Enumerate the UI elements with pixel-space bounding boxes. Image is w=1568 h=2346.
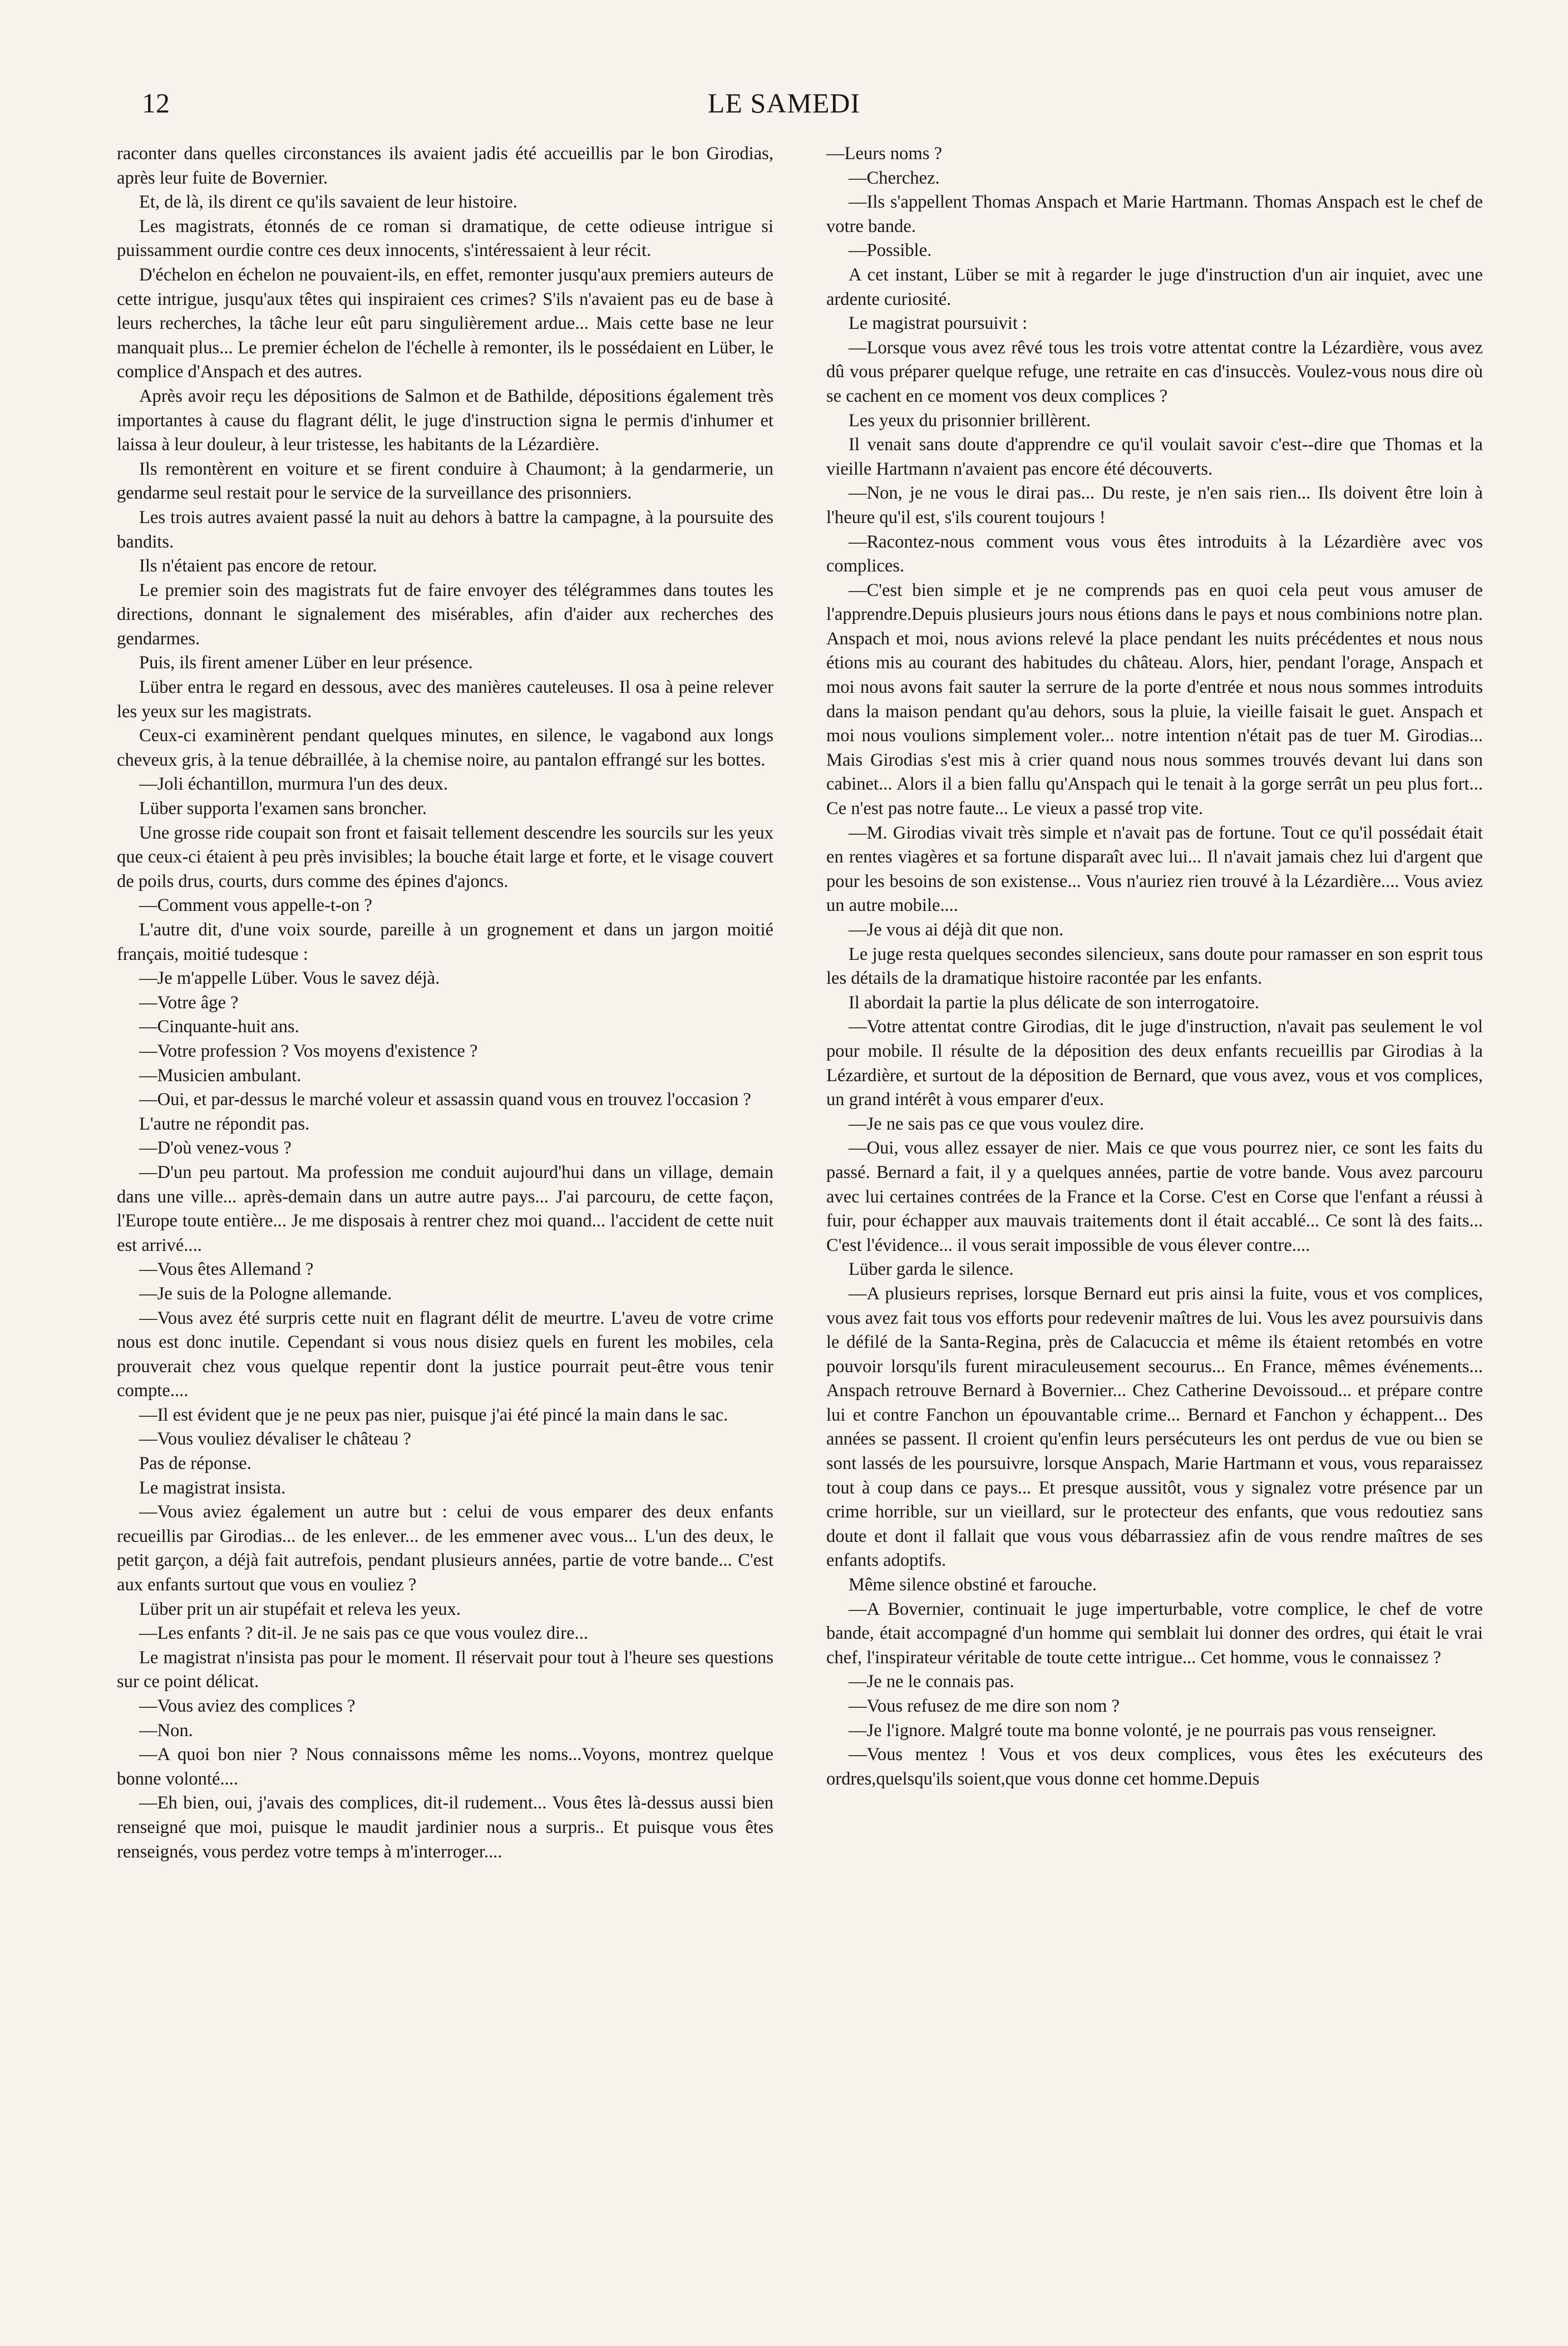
paragraph: —Musicien ambulant. bbox=[139, 1065, 302, 1086]
paragraph: Puis, ils firent amener Lüber en leur présence. bbox=[139, 653, 473, 673]
paragraph: Même silence obstiné et farouche. bbox=[849, 1575, 1097, 1595]
paragraph: —D'où venez-vous ? bbox=[139, 1138, 292, 1159]
paragraph: —Vous aviez également un autre but : celui de vous emparer des deux enfants recueillis par Girodias... de les enlever... de les emmener avec vous... L'un des deux, le petit garçon, a déjà fait autrefois, pendant plusieurs années, partie de votre bande... C'est aux enfants surtout que vous en vouliez ? bbox=[117, 1502, 773, 1595]
paragraph: Le magistrat poursuivit : bbox=[849, 313, 1028, 334]
page-header bbox=[142, 83, 1426, 122]
paragraph: —Vous êtes Allemand ? bbox=[139, 1259, 314, 1280]
paragraph: Pas de réponse. bbox=[139, 1453, 252, 1474]
paragraph: Une grosse ride coupait son front et faisait tellement descendre les sourcils sur les yeux que ceux-ci étaient à peu près invisibles; la bouche était large et forte, et le visage couvert de poils drus, courts, durs comme des épines d'ajoncs. bbox=[117, 822, 773, 891]
paragraph: Après avoir reçu les dépositions de Salmon et de Bathilde, dépositions également très importantes à cause du flagrant délit, le juge d'instruction signa le permis d'inhumer et laissa à leur douleur, à leur tristesse, les habitants de la Lézardière. bbox=[117, 386, 773, 455]
paragraph: —Ils s'appellent Thomas Anspach et Marie Hartmann. Thomas Anspach est le chef de votre bande. bbox=[826, 192, 1483, 236]
paragraph: —A Bovernier, continuait le juge imperturbable, votre complice, le chef de votre bande, était accompagné d'un homme qui semblait lui donner des ordres, qui était le vrai chef, l'inspirateur véritable de toute cette intrigue... Cet homme, vous le connaissez ? bbox=[826, 1599, 1483, 1668]
paragraph: —Je vous ai déjà dit que non. bbox=[849, 920, 1064, 940]
page-number: 12 bbox=[142, 87, 170, 119]
paragraph: Le magistrat insista. bbox=[139, 1477, 286, 1498]
paragraph: —Leurs noms ? bbox=[826, 144, 943, 164]
paragraph: Le juge resta quelques secondes silencieux, sans doute pour ramasser en son esprit tous les détails de la dramatique histoire racontée par les enfants. bbox=[826, 944, 1483, 989]
paragraph: —Je l'ignore. Malgré toute ma bonne volonté, je ne pourrais pas vous renseigner. bbox=[849, 1720, 1437, 1741]
publication-title: LE SAMEDI bbox=[707, 87, 861, 119]
paragraph: —Votre profession ? Vos moyens d'existence ? bbox=[139, 1041, 478, 1061]
paragraph: Il abordait la partie la plus délicate de son interrogatoire. bbox=[849, 992, 1260, 1013]
paragraph: —C'est bien simple et je ne comprends pas en quoi cela peut vous amuser de l'apprendre.Depuis plusieurs jours nous étions dans le pays et nous combinions notre plan. Anspach et moi, nous avions relevé la place pendant les nuits précédentes et nous nous étions mis au courant des habitudes du château. Alors, hier, pendant l'orage, Anspach et moi nous avons fait sauter la serrure de la porte d'entrée et nous nous sommes introduits dans la maison pendant qu'au dehors, sous la pluie, la vieille faisait le guet. Anspach et moi nous voulions simplement voler... notre intention n'était pas de tuer M. Girodias... Mais Girodias s'est mis à crier quand nous nous sommes trouvés devant lui dans son cabinet... Alors il a bien fallu qu'Anspach qui le tenait à la gorge serrât un peu plus fort... Ce n'est pas notre faute... Le vieux a passé trop vite. bbox=[826, 580, 1483, 819]
paragraph: —Non. bbox=[139, 1720, 193, 1741]
paragraph: —D'un peu partout. Ma profession me conduit aujourd'hui dans un village, demain dans une ville... après-demain dans un autre autre pays... J'ai parcouru, de cette façon, l'Europe toute entière... Je me disposais à rentrer chez moi quand... l'accident de cette nuit est arrivé.... bbox=[117, 1162, 773, 1255]
paragraph: —Cinquante-huit ans. bbox=[139, 1017, 299, 1037]
paragraph: —M. Girodias vivait très simple et n'avait pas de fortune. Tout ce qu'il possédait était en rentes viagères et sa fortune disparaît avec lui... Il n'avait jamais chez lui d'argent que pour les besoins de son existense... Vous n'auriez rien trouvé à la Lézardière.... Vous aviez un autre mobile.... bbox=[826, 822, 1483, 916]
paragraph: Le magistrat n'insista pas pour le moment. Il réservait pour tout à l'heure ses questions sur ce point délicat. bbox=[117, 1647, 773, 1692]
paragraph: —Je suis de la Pologne allemande. bbox=[139, 1283, 392, 1304]
paragraph: Ils n'étaient pas encore de retour. bbox=[139, 556, 377, 576]
paragraph: D'échelon en échelon ne pouvaient-ils, en effet, remonter jusqu'aux premiers auteurs de cette intrigue, jusqu'aux têtes qui inspiraient ces crimes? S'ils n'avaient pas eu de base à leurs recherches, la tâche leur eût paru singulièrement ardue... Mais cette base ne leur manquait plus... Le premier échelon de l'échelle à remonter, ils le possédaient en Lüber, le complice d'Anspach et des autres. bbox=[117, 264, 773, 382]
paragraph: —Vous mentez ! Vous et vos deux complices, vous êtes les exécuteurs des ordres,quelsqu'ils soient,que vous donne cet homme.Depuis bbox=[826, 1744, 1483, 1789]
paragraph: —Vous vouliez dévaliser le château ? bbox=[139, 1429, 411, 1450]
paragraph: L'autre dit, d'une voix sourde, pareille à un grognement et dans un jargon moitié français, moitié tudesque : bbox=[117, 920, 773, 964]
paragraph: Et, de là, ils dirent ce qu'ils savaient de leur histoire. bbox=[139, 192, 517, 213]
left-column bbox=[117, 142, 773, 2284]
paragraph: —Oui, vous allez essayer de nier. Mais ce que vous pourrez nier, ce sont les faits du passé. Bernard a fait, il y a quelques années, partie de votre bande. Vous avez parcouru avec lui certaines contrées de la France et la Corse. C'est en Corse que l'enfant a réussi à fuir, pour échapper aux mauvais traitements dont il était accablé... Ce sont là des faits... C'est l'évidence... il vous serait impossible de vous élever contre.... bbox=[826, 1138, 1483, 1255]
paragraph: —Lorsque vous avez rêvé tous les trois votre attentat contre la Lézardière, vous avez dû vous préparer quelque refuge, une retraite en cas d'insuccès. Voulez-vous nous dire où se cachent en ce moment vos deux complices ? bbox=[826, 337, 1483, 406]
paragraph: —Possible. bbox=[849, 240, 932, 261]
paragraph: —Vous refusez de me dire son nom ? bbox=[849, 1696, 1120, 1716]
paragraph: —Joli échantillon, murmura l'un des deux. bbox=[139, 774, 448, 795]
paragraph: Lüber supporta l'examen sans broncher. bbox=[139, 799, 427, 819]
paragraph: —Je ne le connais pas. bbox=[849, 1672, 1014, 1692]
paragraph: A cet instant, Lüber se mit à regarder le juge d'instruction d'un air inquiet, avec une ardente curiosité. bbox=[826, 264, 1483, 309]
paragraph: Le premier soin des magistrats fut de faire envoyer des télégrammes dans toutes les directions, donnant le signalement des misérables, afin d'aider aux recherches des gendarmes. bbox=[117, 580, 773, 649]
paragraph: —Je m'appelle Lüber. Vous le savez déjà. bbox=[139, 968, 440, 989]
paragraph: —A plusieurs reprises, lorsque Bernard eut pris ainsi la fuite, vous et vos complices, vous avez fait tous vos efforts pour redevenir maîtres de lui. Vous les avez poursuivis dans le défilé de la Santa-Regina, près de Calacuccia et même ils étaient retombés en votre pouvoir lorsqu'ils furent miraculeusement secourus... En France, mêmes événements... Anspach retrouve Bernard à Bovernier... Chez Catherine Devoissoud... et prépare contre lui et contre Fanchon un épouvantable crime... Bernard et Fanchon y échappent... Des années se passent. Il croient qu'enfin leurs persécuteurs les ont perdus de vue ou bien se sont lassés de les poursuivre, lorsque Anspach, Marie Hartmann et vous, vous reparaissez tout à coup dans ce pays... Et presque aussitôt, vous y signalez votre présence par un crime horrible, sur un vieillard, sur le protecteur des enfants, que vous redoutiez sans doute et dont il fallait que vous vous débarrassiez afin de vous rendre maîtres de ses enfants adoptifs. bbox=[826, 1283, 1483, 1571]
paragraph: —Votre attentat contre Girodias, dit le juge d'instruction, n'avait pas seulement le vol pour mobile. Il résulte de la déposition des deux enfants recueillis par Girodias à la Lézardière, et surtout de la déposition de Bernard, que vous avez, vous et vos complices, un grand intérêt à vous emparer d'eux. bbox=[826, 1017, 1483, 1110]
paragraph: Ceux-ci examinèrent pendant quelques minutes, en silence, le vagabond aux longs cheveux gris, à la tenue débraillée, à la chemise noire, au pantalon effrangé sur les bottes. bbox=[117, 726, 773, 770]
paragraph: Lüber garda le silence. bbox=[849, 1259, 1014, 1280]
paragraph: Lüber entra le regard en dessous, avec des manières cauteleuses. Il osa à peine relever les yeux sur les magistrats. bbox=[117, 677, 773, 722]
paragraph: —A quoi bon nier ? Nous connaissons même les noms...Voyons, montrez quelque bonne volonté.... bbox=[117, 1744, 773, 1789]
paragraph: Les yeux du prisonnier brillèrent. bbox=[849, 410, 1091, 431]
paragraph: —Eh bien, oui, j'avais des complices, dit-il rudement... Vous êtes là-dessus aussi bien renseigné que moi, puisque le maudit jardinier nous a surpris.. Et puisque vous êtes renseignés, vous perdez votre temps à m'interroger.... bbox=[117, 1793, 773, 1862]
paragraph: —Je ne sais pas ce que vous voulez dire. bbox=[849, 1113, 1145, 1134]
paragraph: L'autre ne répondit pas. bbox=[139, 1113, 310, 1134]
paragraph: —Oui, et par-dessus le marché voleur et assassin quand vous en trouvez l'occasion ? bbox=[139, 1090, 751, 1110]
paragraph: —Cherchez. bbox=[849, 167, 940, 188]
paragraph: Les trois autres avaient passé la nuit au dehors à battre la campagne, à la poursuite des bandits. bbox=[117, 507, 773, 552]
paragraph: Les magistrats, étonnés de ce roman si dramatique, de cette odieuse intrigue si puissamment ourdie contre ces deux innocents, s'intéressaient à leur récit. bbox=[117, 216, 773, 261]
paragraph: Il venait sans doute d'apprendre ce qu'il voulait savoir c'est--dire que Thomas et la vieille Hartmann n'avaient pas encore été découverts. bbox=[826, 435, 1483, 479]
paragraph: —Votre âge ? bbox=[139, 992, 239, 1013]
right-column bbox=[826, 142, 1483, 2284]
paragraph: —Non, je ne vous le dirai pas... Du reste, je n'en sais rien... Ils doivent être loin à l'heure qu'il est, s'ils courent toujours ! bbox=[826, 483, 1483, 528]
paragraph: —Vous aviez des complices ? bbox=[139, 1696, 356, 1716]
paragraph: Lüber prit un air stupéfait et releva les yeux. bbox=[139, 1599, 461, 1619]
paragraph: —Les enfants ? dit-il. Je ne sais pas ce que vous voulez dire... bbox=[139, 1623, 588, 1644]
paragraph: —Vous avez été surpris cette nuit en flagrant délit de meurtre. L'aveu de votre crime nous est donc inutile. Cependant si vous nous disiez quels en furent les mobiles, cela prouverait chez vous quelque repentir dont la justice pourrait peut-être vous tenir compte.... bbox=[117, 1308, 773, 1401]
paragraph: —Il est évident que je ne peux pas nier, puisque j'ai été pincé la main dans le sac. bbox=[139, 1404, 728, 1425]
paragraph: —Comment vous appelle-t-on ? bbox=[139, 895, 372, 916]
paragraph: Ils remontèrent en voiture et se firent conduire à Chaumont; à la gendarmerie, un gendarme seul restait pour le service de la surveillance des prisonniers. bbox=[117, 459, 773, 504]
paragraph: raconter dans quelles circonstances ils avaient jadis été accueillis par le bon Girodias, après leur fuite de Bovernier. bbox=[117, 144, 773, 188]
paragraph: —Racontez-nous comment vous vous êtes introduits à la Lézardière avec vos complices. bbox=[826, 531, 1483, 576]
